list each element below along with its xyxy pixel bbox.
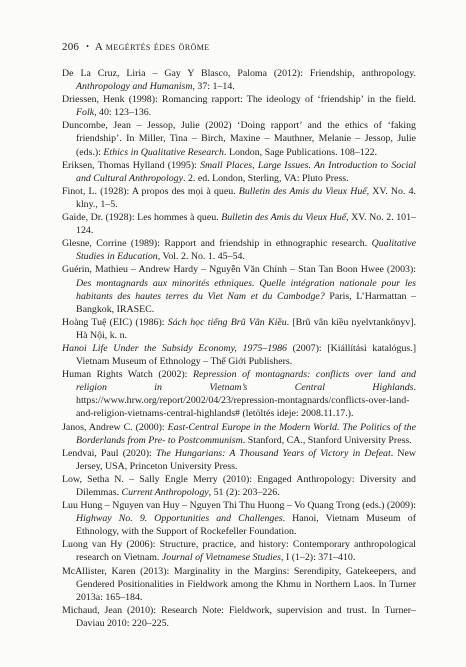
reference-text: . [Brũ vân kiều nyelvtankönyv]. Hà Nội, k. n.	[76, 316, 416, 341]
reference-title: Ethics in Qualitative Research	[103, 146, 224, 158]
reference-entry	[62, 237, 416, 263]
reference-text: . 2. ed. London, Sterling, VA: Pluto Press.	[183, 172, 349, 184]
reference-text: Eriksen, Thomas Hylland (1995):	[62, 159, 201, 171]
running-head	[62, 40, 210, 54]
reference-entry	[62, 368, 416, 420]
reference-entry	[62, 473, 416, 499]
reference-text: . Stanford, CA., Stanford University Press.	[242, 434, 412, 446]
reference-text: Lendvai, Paul (2020):	[62, 447, 156, 459]
reference-text: Human Rights Watch (2002):	[62, 369, 193, 381]
reference-entry	[62, 421, 416, 447]
reference-text: . https://www.hrw.org/report/2002/04/23/repression-montagnards/conflicts-over-land-and-religion-vietnams-central-highlands# (letöltés ideje: 2008.11.17.).	[76, 382, 416, 420]
reference-title: Highway No. 9. Opportunities and Challenges	[76, 513, 283, 525]
reference-text: (2007): [Kiállítási katalógus.] Vietnam Museum of Ethnology – Thế Giới Publishers.	[76, 342, 417, 368]
reference-entry	[62, 67, 416, 93]
reference-entry	[62, 185, 416, 211]
reference-text: Duncombe, Jean – Jessop, Julie (2002) ‘Doing rapport’ and the ethics of ‘faking friendship’. In Miller, Tina – Birch, Maxine – Mauthner, Melanie – Jessop, Julie (eds.):	[62, 120, 416, 158]
reference-text: McAllister, Karen (2013): Marginality in the Margins: Serendipity, Gatekeepers, and Gendered Positionalities in Fieldwork among the Khmu in Northern Laos. In Turner 2013a: 165–184.	[62, 565, 416, 603]
reference-text: Luu Hung – Nguyen van Huy – Nguyen Thi Thu Huong – Vo Quang Trong (eds.) (2009):	[62, 500, 416, 512]
reference-text: Finot, L. (1928): A propos des mọi à queu.	[62, 185, 239, 197]
reference-text: . London, Sage Publications. 108–122.	[224, 146, 378, 158]
reference-title: East-Central Europe in the Modern World. The Politics of the Borderlands from Pre- to Postcommunism	[76, 421, 416, 446]
reference-text: Janos, Andrew C. (2000):	[62, 421, 168, 433]
reference-text: . New Jersey, USA, Princeton University Press.	[76, 447, 417, 472]
reference-entry	[62, 499, 416, 538]
reference-title: Small Places, Large Issues. An Introduction to Social and Cultural Anthropology	[76, 159, 416, 184]
reference-text: , XV. No. 2. 101–124.	[76, 212, 416, 237]
reference-text: Michaud, Jean (2010): Research Note: Fieldwork, supervision and trust. In Turner–Daviau 2010: 220–225.	[62, 604, 416, 629]
reference-text: , 37: 1–14.	[192, 81, 235, 93]
reference-title: Qualitative Studies in Education	[76, 238, 416, 263]
reference-title: Bulletin des Amis du Vieux Huế	[221, 212, 347, 224]
reference-text: Gaide, Dr. (1928): Les hommes à queu.	[62, 212, 222, 224]
reference-title: The Hungarians: A Thousand Years of Victory in Defeat	[155, 447, 391, 459]
reference-text: Hoàng Tuệ (EIC) (1986):	[62, 316, 168, 328]
reference-entry	[62, 159, 416, 185]
reference-entry	[62, 447, 416, 473]
reference-entry	[62, 316, 416, 342]
reference-entry	[62, 604, 416, 630]
reference-title: Current Anthropology	[121, 487, 209, 498]
reference-entry	[62, 538, 416, 564]
reference-title: Folk	[76, 107, 95, 119]
reference-title: Repression of montagnards: conflicts over land and religion in Vietnam’s Central Highlands	[76, 369, 416, 394]
reference-text: Glesne, Corrine (1989): Rapport and friendship in ethnographic research.	[62, 238, 372, 250]
reference-entry	[62, 119, 416, 158]
reference-entry	[62, 211, 416, 237]
reference-title: Journal of Vietnamese Studies	[161, 552, 281, 564]
reference-entry	[62, 342, 416, 368]
reference-title: Sách học tiếng Brũ Vân Kiều	[167, 316, 287, 328]
reference-title: Hanoi Life Under the Subsidy Economy, 1975–1986	[62, 342, 287, 354]
reference-text: De La Cruz, Liria – Gay Y Blasco, Paloma (2012): Friendship, anthropology.	[62, 68, 416, 79]
reference-entry	[62, 565, 416, 604]
reference-text: , XV. No. 4. klny., 1–5.	[76, 185, 416, 210]
reference-text: Low, Setha N. – Sally Engle Merry (2010): Engaged Anthropology: Diversity and Dilemmas.	[62, 473, 416, 498]
reference-text: , Vol. 2. No. 1. 45–54.	[157, 251, 245, 263]
reference-text: Guérin, Mathieu – Andrew Hardy – Nguyễn Văn Chính – Stan Tan Boon Hwee (2003):	[62, 264, 416, 276]
reference-text: , I (1–2): 371–410.	[281, 552, 356, 564]
bullet-separator-icon: •	[86, 42, 89, 51]
reference-title: Bulletin des Amis du Vieux Huế	[238, 185, 367, 197]
reference-entry	[62, 263, 416, 315]
reference-list	[62, 67, 416, 630]
running-title: A megértés édes öröme	[94, 41, 210, 53]
reference-text: . Hanoi, Vietnam Museum of Ethnology, with the Support of Rockefeller Foundation.	[76, 513, 416, 538]
page-number: 206	[62, 41, 80, 53]
reference-text: , 40: 123–136.	[94, 107, 152, 119]
reference-text: Luong van Hy (2006): Structure, practice, and history: Contemporary anthropological research on Vietnam.	[62, 539, 416, 564]
reference-text: Driessen, Henk (1998): Romancing rapport: The ideology of ‘friendship’ in the field.	[62, 94, 416, 106]
reference-text: , 51 (2): 203–226.	[208, 487, 280, 498]
reference-text: Paris, L’Harmattan – Bangkok, IRASEC.	[76, 290, 416, 315]
reference-title: Anthropology and Humanism	[76, 81, 193, 93]
reference-title: Des montagnards aux minorités ethniques. Quelle intégration nationale pour les habitants des hautes terres du Viet Nam et du Cambodge?	[76, 277, 416, 302]
reference-entry	[62, 93, 416, 119]
